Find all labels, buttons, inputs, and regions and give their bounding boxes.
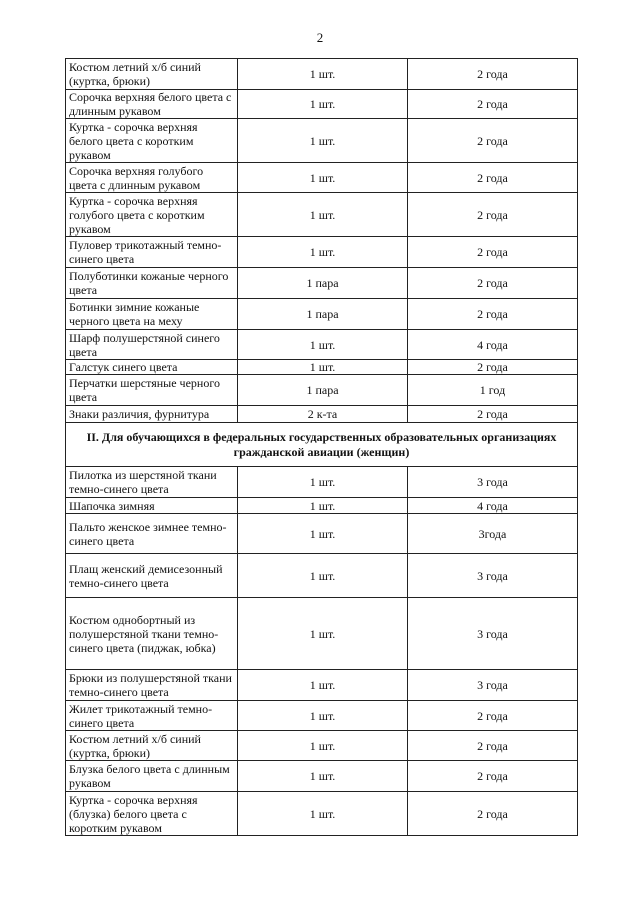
table-row xyxy=(66,761,578,792)
item-name-cell: Куртка - сорочка верхняя (блузка) белого цвета с коротким рукавом xyxy=(66,792,238,836)
wear-term-cell: 3 года xyxy=(408,467,578,498)
item-name-cell: Знаки различия, фурнитура xyxy=(66,406,238,423)
quantity-cell: 1 шт. xyxy=(238,90,408,119)
item-name-cell: Сорочка верхняя белого цвета с длинным рукавом xyxy=(66,90,238,119)
item-name-cell: Шарф полушерстяной синего цвета xyxy=(66,330,238,360)
wear-term-cell: 2 года xyxy=(408,119,578,163)
wear-term-cell: 2 года xyxy=(408,193,578,237)
quantity-cell: 1 шт. xyxy=(238,554,408,598)
table-row xyxy=(66,330,578,360)
quantity-cell: 2 к-та xyxy=(238,406,408,423)
table-body-top xyxy=(66,59,578,423)
item-name-cell: Сорочка верхняя голубого цвета с длинным рукавом xyxy=(66,163,238,193)
quantity-cell: 1 шт. xyxy=(238,792,408,836)
quantity-cell: 1 шт. xyxy=(238,237,408,268)
table-row xyxy=(66,119,578,163)
table-row xyxy=(66,406,578,423)
quantity-cell: 1 шт. xyxy=(238,330,408,360)
quantity-cell: 1 шт. xyxy=(238,163,408,193)
quantity-cell: 1 шт. xyxy=(238,670,408,701)
quantity-cell: 1 шт. xyxy=(238,701,408,731)
item-name-cell: Костюм летний х/б синий (куртка, брюки) xyxy=(66,59,238,90)
wear-term-cell: 3года xyxy=(408,514,578,554)
section-row xyxy=(66,423,578,467)
table-row xyxy=(66,375,578,406)
item-name-cell: Куртка - сорочка верхняя белого цвета с коротким рукавом xyxy=(66,119,238,163)
quantity-cell: 1 шт. xyxy=(238,731,408,761)
item-name-cell: Блузка белого цвета с длинным рукавом xyxy=(66,761,238,792)
wear-term-cell: 2 года xyxy=(408,59,578,90)
table-row xyxy=(66,514,578,554)
table-row xyxy=(66,163,578,193)
table-row xyxy=(66,670,578,701)
table-row xyxy=(66,731,578,761)
quantity-cell: 1 шт. xyxy=(238,467,408,498)
table-section xyxy=(66,423,578,467)
table-row xyxy=(66,360,578,375)
section-heading: II. Для обучающихся в федеральных государственных образовательных организациях гражданской авиации (женщин) xyxy=(66,423,578,467)
wear-term-cell: 2 года xyxy=(408,792,578,836)
table-row xyxy=(66,90,578,119)
wear-term-cell: 4 года xyxy=(408,498,578,514)
wear-term-cell: 3 года xyxy=(408,670,578,701)
wear-term-cell: 2 года xyxy=(408,406,578,423)
wear-term-cell: 2 года xyxy=(408,701,578,731)
wear-term-cell: 2 года xyxy=(408,90,578,119)
quantity-cell: 1 шт. xyxy=(238,514,408,554)
table-row xyxy=(66,554,578,598)
item-name-cell: Пуловер трикотажный темно-синего цвета xyxy=(66,237,238,268)
table-row xyxy=(66,299,578,330)
wear-term-cell: 2 года xyxy=(408,237,578,268)
item-name-cell: Ботинки зимние кожаные черного цвета на меху xyxy=(66,299,238,330)
uniform-norms-table xyxy=(65,58,578,836)
table-row xyxy=(66,792,578,836)
page-number: 2 xyxy=(316,30,324,45)
quantity-cell: 1 пара xyxy=(238,375,408,406)
wear-term-cell: 2 года xyxy=(408,360,578,375)
quantity-cell: 1 шт. xyxy=(238,59,408,90)
quantity-cell: 1 шт. xyxy=(238,598,408,670)
item-name-cell: Перчатки шерстяные черного цвета xyxy=(66,375,238,406)
item-name-cell: Пальто женское зимнее темно-синего цвета xyxy=(66,514,238,554)
item-name-cell: Галстук синего цвета xyxy=(66,360,238,375)
wear-term-cell: 2 года xyxy=(408,761,578,792)
item-name-cell: Пилотка из шерстяной ткани темно-синего цвета xyxy=(66,467,238,498)
table-row xyxy=(66,268,578,299)
table-row xyxy=(66,598,578,670)
quantity-cell: 1 пара xyxy=(238,268,408,299)
item-name-cell: Костюм однобортный из полушерстяной ткани темно-синего цвета (пиджак, юбка) xyxy=(66,598,238,670)
quantity-cell: 1 шт. xyxy=(238,360,408,375)
table-body-bottom xyxy=(66,467,578,836)
quantity-cell: 1 шт. xyxy=(238,193,408,237)
item-name-cell: Брюки из полушерстяной ткани темно-синего цвета xyxy=(66,670,238,701)
wear-term-cell: 2 года xyxy=(408,163,578,193)
wear-term-cell: 1 год xyxy=(408,375,578,406)
table-row xyxy=(66,59,578,90)
table-row xyxy=(66,467,578,498)
table-row xyxy=(66,193,578,237)
wear-term-cell: 2 года xyxy=(408,299,578,330)
item-name-cell: Костюм летний х/б синий (куртка, брюки) xyxy=(66,731,238,761)
table-row xyxy=(66,701,578,731)
quantity-cell: 1 пара xyxy=(238,299,408,330)
wear-term-cell: 3 года xyxy=(408,554,578,598)
table-row xyxy=(66,237,578,268)
quantity-cell: 1 шт. xyxy=(238,119,408,163)
item-name-cell: Плащ женский демисезонный темно-синего цвета xyxy=(66,554,238,598)
wear-term-cell: 2 года xyxy=(408,268,578,299)
item-name-cell: Полуботинки кожаные черного цвета xyxy=(66,268,238,299)
wear-term-cell: 3 года xyxy=(408,598,578,670)
table-row xyxy=(66,498,578,514)
item-name-cell: Куртка - сорочка верхняя голубого цвета с коротким рукавом xyxy=(66,193,238,237)
wear-term-cell: 4 года xyxy=(408,330,578,360)
item-name-cell: Шапочка зимняя xyxy=(66,498,238,514)
quantity-cell: 1 шт. xyxy=(238,498,408,514)
item-name-cell: Жилет трикотажный темно-синего цвета xyxy=(66,701,238,731)
wear-term-cell: 2 года xyxy=(408,731,578,761)
quantity-cell: 1 шт. xyxy=(238,761,408,792)
